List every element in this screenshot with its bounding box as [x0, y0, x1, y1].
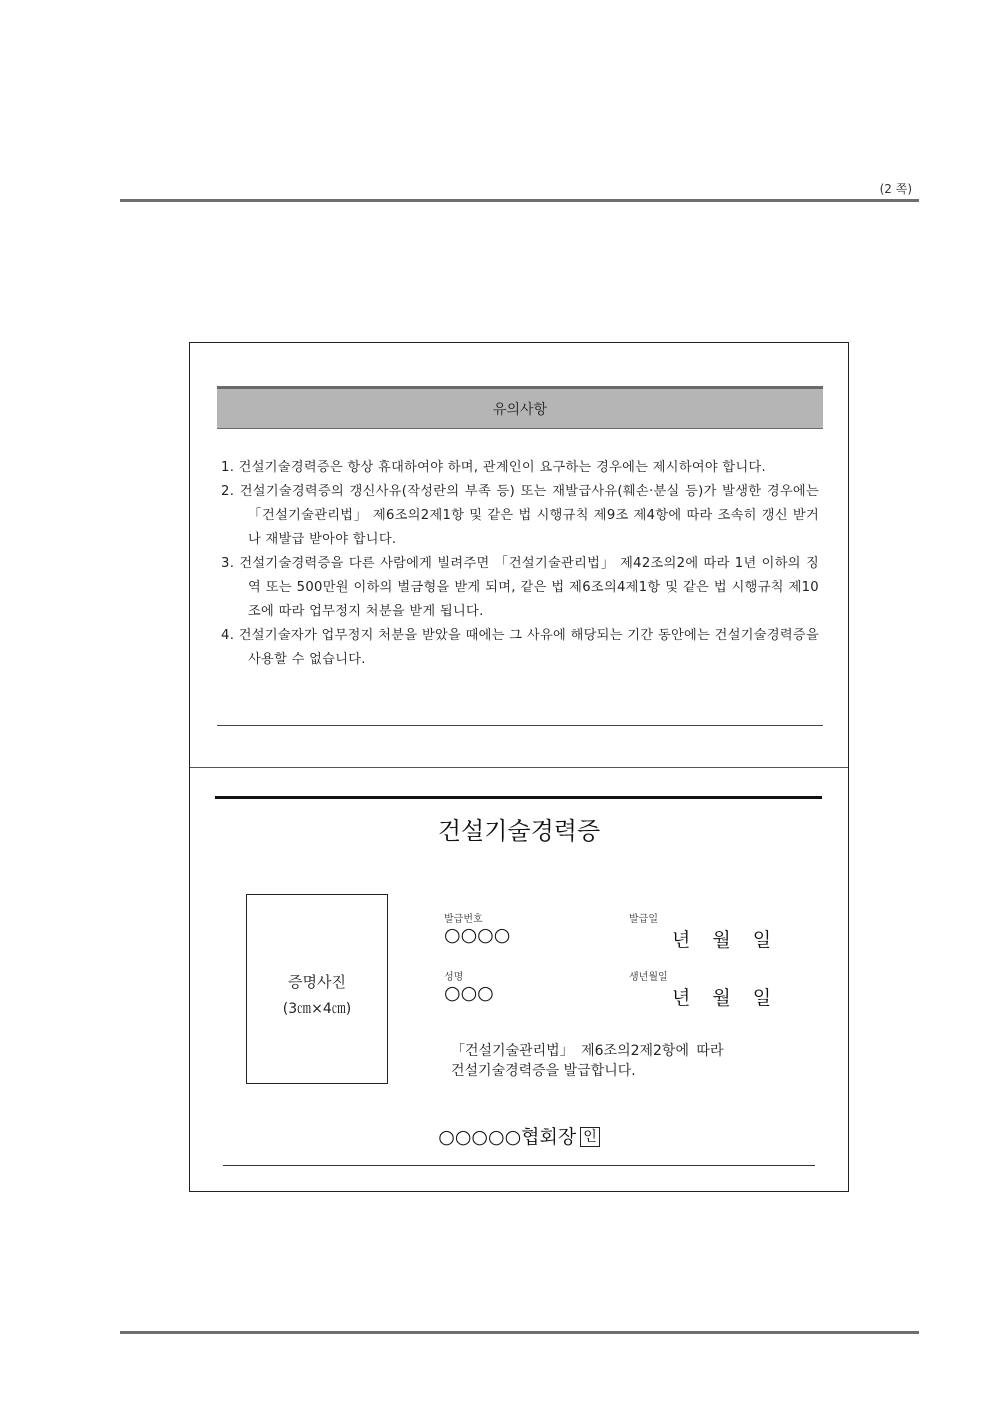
top-rule: [120, 199, 919, 202]
certificate-card: [189, 342, 849, 1192]
issue-date-value: 년 월 일: [672, 929, 772, 951]
notice-header: [217, 386, 823, 429]
name-label: 성명: [444, 972, 464, 983]
issue-number-value: ○○○○: [444, 924, 511, 946]
page-label: (2 쪽): [879, 182, 912, 196]
issuer-line: [190, 1122, 848, 1149]
birth-date-label: 생년월일: [629, 972, 668, 983]
notice-item: 3. 건설기술경력증을 다른 사람에게 빌려주면 「건설기술관리법」 제42조의2에 따라 1년 이하의 징역 또는 500만원 이하의 벌금형을 받게 되며, 같은 법 제6조의4제1항 및 같은 법 시행규칙 제10조에 따라 업무정지 처분을 받게 됩니다.: [221, 556, 819, 619]
legal-line-1: 「건설기술관리법」 제6조의2제2항에 따라: [451, 1043, 724, 1059]
legal-line-2: 건설기술경력증을 발급합니다.: [451, 1063, 636, 1079]
certificate-bottom-rule: [223, 1165, 815, 1166]
certificate-title: 건설기술경력증: [437, 817, 601, 845]
seal-mark: 인: [580, 1127, 600, 1147]
legal-text: [451, 1041, 723, 1081]
birth-date-value: 년 월 일: [672, 987, 772, 1009]
photo-size: (3㎝×4㎝): [282, 1000, 352, 1017]
notice-title: 유의사항: [492, 401, 548, 418]
bottom-rule: [120, 1331, 919, 1334]
issuer-name: ○○○○○협회장: [438, 1126, 577, 1148]
notice-bottom-rule: [217, 725, 823, 726]
certificate-top-rule: [215, 796, 822, 799]
notice-item: 1. 건설기술경력증은 항상 휴대하여야 하며, 관계인이 요구하는 경우에는 제시하여야 합니다.: [221, 460, 767, 475]
photo-box: [246, 894, 388, 1084]
card-fold-divider: [190, 767, 848, 768]
notice-list: [221, 456, 819, 672]
photo-label: 증명사진: [288, 972, 346, 991]
issue-number-label: 발급번호: [444, 914, 483, 925]
name-value: ○○○: [444, 982, 494, 1004]
notice-item: 4. 건설기술자가 업무정지 처분을 받았을 때에는 그 사유에 해당되는 기간 동안에는 건설기술경력증을 사용할 수 없습니다.: [221, 628, 819, 667]
notice-item: 2. 건설기술경력증의 갱신사유(작성란의 부족 등) 또는 재발급사유(훼손·분실 등)가 발생한 경우에는 「건설기술관리법」 제6조의2제1항 및 같은 법 시행규칙 제9조 제4항에 따라 조속히 갱신 받거나 재발급 받아야 합니다.: [221, 484, 819, 547]
issue-date-label: 발급일: [629, 914, 658, 925]
